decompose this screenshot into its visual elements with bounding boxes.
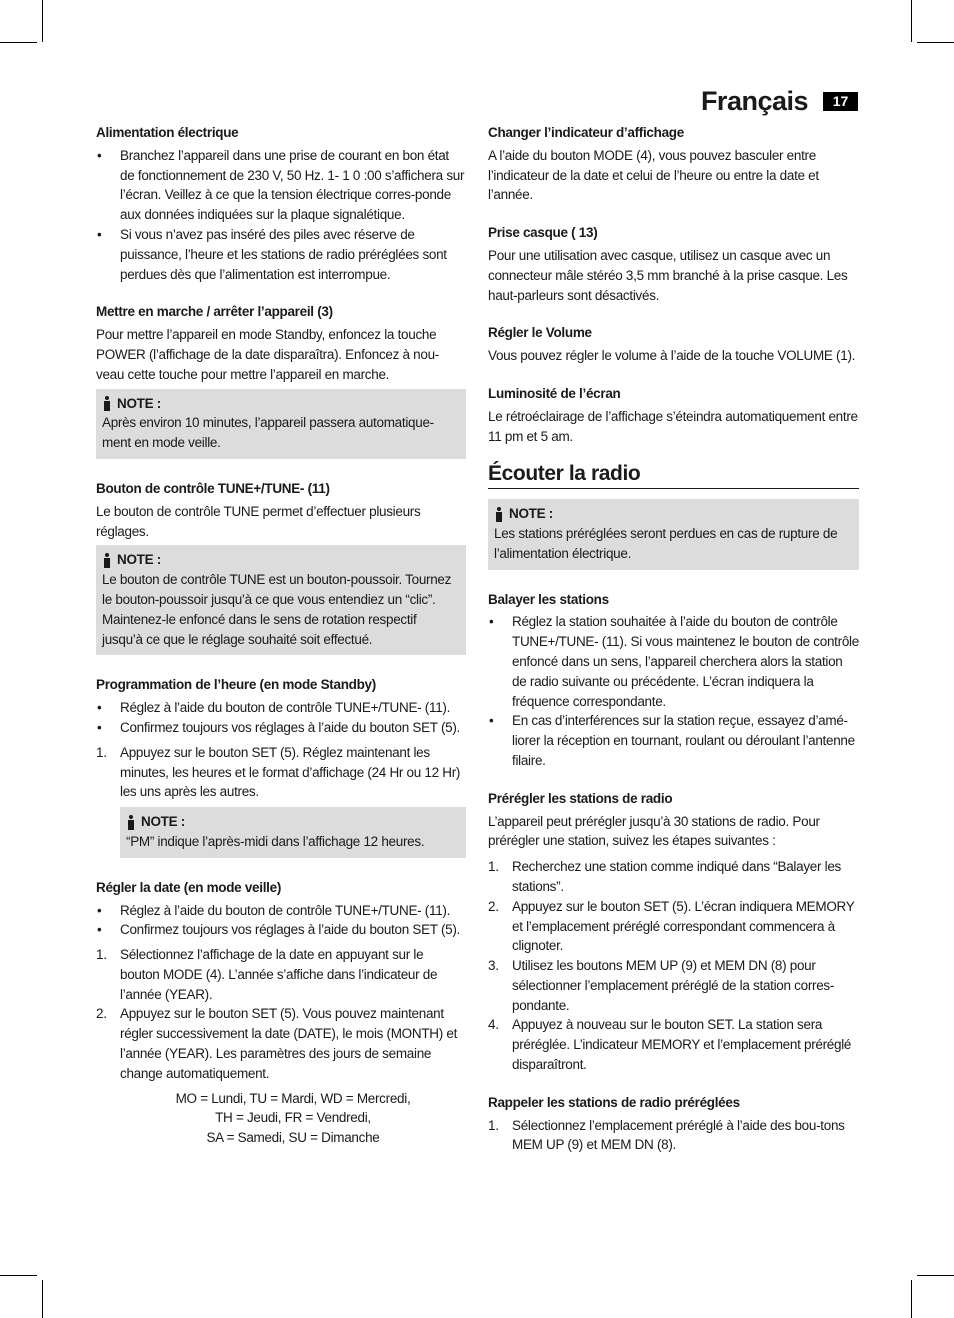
bullet-list (96, 698, 466, 738)
paragraph: L’appareil peut prérégler jusqu’à 30 stations de radio. Pour prérégler une station, suivez les étapes suivantes : (488, 813, 820, 849)
step-number: 1. (96, 947, 107, 963)
section-brightness (488, 384, 859, 446)
note-label: NOTE : (141, 814, 185, 830)
step-text: Appuyez à nouveau sur le bouton SET. La station sera préréglée. L’indicateur MEMORY et l’emplacement préréglé disparaîtront. (512, 1017, 852, 1073)
section-preset-stations (488, 789, 859, 1075)
section-title: Régler la date (en mode veille) (96, 879, 282, 895)
section-title: Balayer les stations (488, 591, 609, 607)
step-text: Recherchez une station comme indiqué dans “Balayer les stations”. (512, 859, 841, 894)
section-power-onoff (96, 302, 466, 459)
list-item: • Réglez à l’aide du bouton de contrôle TUNE+/TUNE- (11). (96, 901, 466, 921)
step-text: Sélectionnez l’affichage de la date en appuyant sur le bouton MODE (4). L’année s’affiche dans l’indicateur de l’année (YEAR). (120, 947, 438, 1002)
note-box (488, 499, 859, 569)
note-header (494, 504, 853, 524)
numbered-list (488, 1116, 859, 1156)
right-column (488, 123, 859, 1155)
bullet-list (96, 146, 466, 285)
list-item (488, 956, 859, 1015)
weekday-line: SA = Samedi, SU = Dimanche (206, 1130, 380, 1146)
list-item: • Réglez à l’aide du bouton de contrôle TUNE+/TUNE- (11). (96, 698, 466, 718)
list-item (488, 857, 859, 897)
list-item (488, 1015, 859, 1074)
note-header (102, 550, 460, 570)
note-label: NOTE : (117, 395, 161, 411)
info-icon (102, 553, 112, 568)
note-text: “PM” indique l’après-midi dans l’affichage 12 heures. (126, 833, 425, 849)
list-item (96, 743, 466, 802)
step-text: Appuyez sur le bouton SET (5). Vous pouvez maintenant régler successivement la date (DATE), le mois (MONTH) et l’année (YEAR). Les paramètres des jours de semaine change automatiquement. (120, 1006, 458, 1081)
weekday-legend (96, 1089, 466, 1148)
paragraph: Le rétroéclairage de l’affichage s’éteindra automatiquement entre 11 pm et 5 am. (488, 408, 858, 444)
step-number: 2. (96, 1006, 107, 1022)
paragraph: Pour une utilisation avec casque, utilisez un casque avec un connecteur mâle stéréo 3,5 mm branché à la prise casque. Les haut-parleurs sont désactivés. (488, 247, 848, 303)
note-box (96, 389, 466, 459)
list-item: • Confirmez toujours vos réglages à l’aide du bouton SET (5). (96, 920, 466, 940)
section-title: Mettre en marche / arrêter l’appareil (3) (96, 304, 333, 320)
section-tune-knob (96, 479, 466, 655)
paragraph: Vous pouvez régler le volume à l’aide de la touche VOLUME (1). (488, 348, 856, 364)
list-item (96, 945, 466, 1004)
left-column (96, 123, 466, 1148)
list-item: • Si vous n’avez pas inséré des piles avec réserve de puissance, l’heure et les stations de radio préréglées sont perdues dès que l’alimentation est interrompue. (96, 225, 466, 284)
step-text: Appuyez sur le bouton SET (5). Réglez maintenant les minutes, les heures et le format d’affichage (24 Hr ou 12 Hr) les uns après les autres. (120, 744, 461, 800)
section-display-indicator (488, 123, 859, 205)
crop-mark (42, 1280, 43, 1318)
section-title: Régler le Volume (488, 325, 592, 341)
page-number: 17 (823, 92, 858, 111)
list-item (488, 1116, 859, 1156)
section-power-supply (96, 123, 466, 284)
section-title: Rappeler les stations de radio préréglées (488, 1094, 740, 1110)
crop-mark (0, 42, 37, 43)
step-text: Utilisez les boutons MEM UP (9) et MEM DN (8) pour sélectionner l’emplacement préréglé de la station corres-pondante. (512, 958, 835, 1013)
section-title: Programmation de l’heure (en mode Standby) (96, 677, 376, 693)
crop-mark (0, 1275, 37, 1276)
weekday-line: TH = Jeudi, FR = Vendredi, (215, 1110, 371, 1126)
note-box (96, 545, 466, 655)
info-icon (494, 507, 504, 522)
section-recall-stations (488, 1093, 859, 1155)
step-number: 4. (488, 1017, 499, 1033)
section-scan-stations (488, 590, 859, 771)
crop-mark (917, 42, 954, 43)
numbered-list (96, 743, 466, 802)
section-date-setting (96, 878, 466, 1148)
step-number: 1. (96, 744, 107, 760)
numbered-list (96, 945, 466, 1084)
step-number: 1. (488, 859, 499, 875)
section-title: Prérégler les stations de radio (488, 790, 673, 806)
note-label: NOTE : (117, 552, 161, 568)
list-item (488, 897, 859, 956)
crop-mark (911, 0, 912, 42)
paragraph: A l’aide du bouton MODE (4), vous pouvez basculer entre l’indicateur de la date et celui de l’heure ou entre la date et l’année. (488, 147, 819, 203)
note-box (120, 807, 466, 858)
note-text: Les stations préréglées seront perdues en cas de rupture de l’alimentation électrique. (494, 525, 838, 561)
radio-heading: Écouter la radio (488, 464, 859, 489)
list-item: • Confirmez toujours vos réglages à l’aide du bouton SET (5). (96, 718, 466, 738)
language-title: Français (700, 86, 808, 116)
list-item: • Branchez l’appareil dans une prise de courant en bon état de fonctionnement de 230 V, 50 Hz. 1- 1 0 :00 s’affichera sur l’écran. Veillez à ce que la tension électrique corres-ponde aux données indiquées sur la plaque signalétique. (96, 146, 466, 225)
paragraph: Pour mettre l’appareil en mode Standby, enfoncez la touche POWER (l’affichage de la date disparaîtra). Enfoncez à nou-veau cette touche pour mettre l’appareil en marche. (96, 327, 439, 382)
section-headphone (488, 223, 859, 305)
weekday-line: MO = Lundi, TU = Mardi, WD = Mercredi, (175, 1090, 411, 1106)
note-header (126, 812, 460, 832)
step-number: 3. (488, 958, 499, 974)
numbered-list (488, 857, 859, 1075)
note-label: NOTE : (509, 506, 553, 522)
step-text: Sélectionnez l’emplacement préréglé à l’aide des bou-tons MEM UP (9) et MEM DN (8). (512, 1117, 845, 1153)
section-title: Changer l’indicateur d’affichage (488, 125, 684, 140)
section-title: Luminosité de l’écran (488, 385, 621, 401)
step-text: Appuyez sur le bouton SET (5). L’écran indiquera MEMORY et l’emplacement préréglé correspondant commencera à clignoter. (512, 898, 855, 954)
bullet-list (96, 901, 466, 941)
paragraph: Le bouton de contrôle TUNE permet d’effectuer plusieurs réglages. (96, 503, 421, 539)
section-title: Bouton de contrôle TUNE+/TUNE- (11) (96, 480, 330, 496)
note-header (102, 394, 460, 414)
note-text: Le bouton de contrôle TUNE est un bouton-poussoir. Tournez le bouton-poussoir jusqu’à ce que vous entendiez un “clic”. Maintenez-le enfoncé dans le sens de rotation respectif jusqu’à ce que le réglage souhaité soit effectué. (102, 572, 452, 647)
list-item: • En cas d’interférences sur la station reçue, essayez d’amé-liorer la réception en tournant, roulant ou déroulant l’antenne filaire. (488, 711, 859, 770)
crop-mark (917, 1275, 954, 1276)
crop-mark (42, 0, 43, 42)
list-item (96, 1004, 466, 1083)
info-icon (102, 396, 112, 411)
section-title: Alimentation électrique (96, 125, 239, 140)
step-number: 1. (488, 1117, 499, 1133)
section-volume (488, 323, 859, 366)
section-title: Prise casque ( 13) (488, 225, 598, 241)
step-number: 2. (488, 898, 499, 914)
list-item: • Réglez la station souhaitée à l’aide du bouton de contrôle TUNE+/TUNE- (11). Si vous maintenez le bouton de contrôle enfoncé dans un sens, l’appareil cherchera alors la station de radio suivante ou précédente. L’écran indiquera la fréquence correspondante. (488, 612, 859, 711)
info-icon (126, 815, 136, 830)
note-text: Après environ 10 minutes, l’appareil passera automatique-ment en mode veille. (102, 415, 434, 451)
section-time-setting (96, 675, 466, 857)
bullet-list (488, 612, 859, 770)
crop-mark (911, 1280, 912, 1318)
